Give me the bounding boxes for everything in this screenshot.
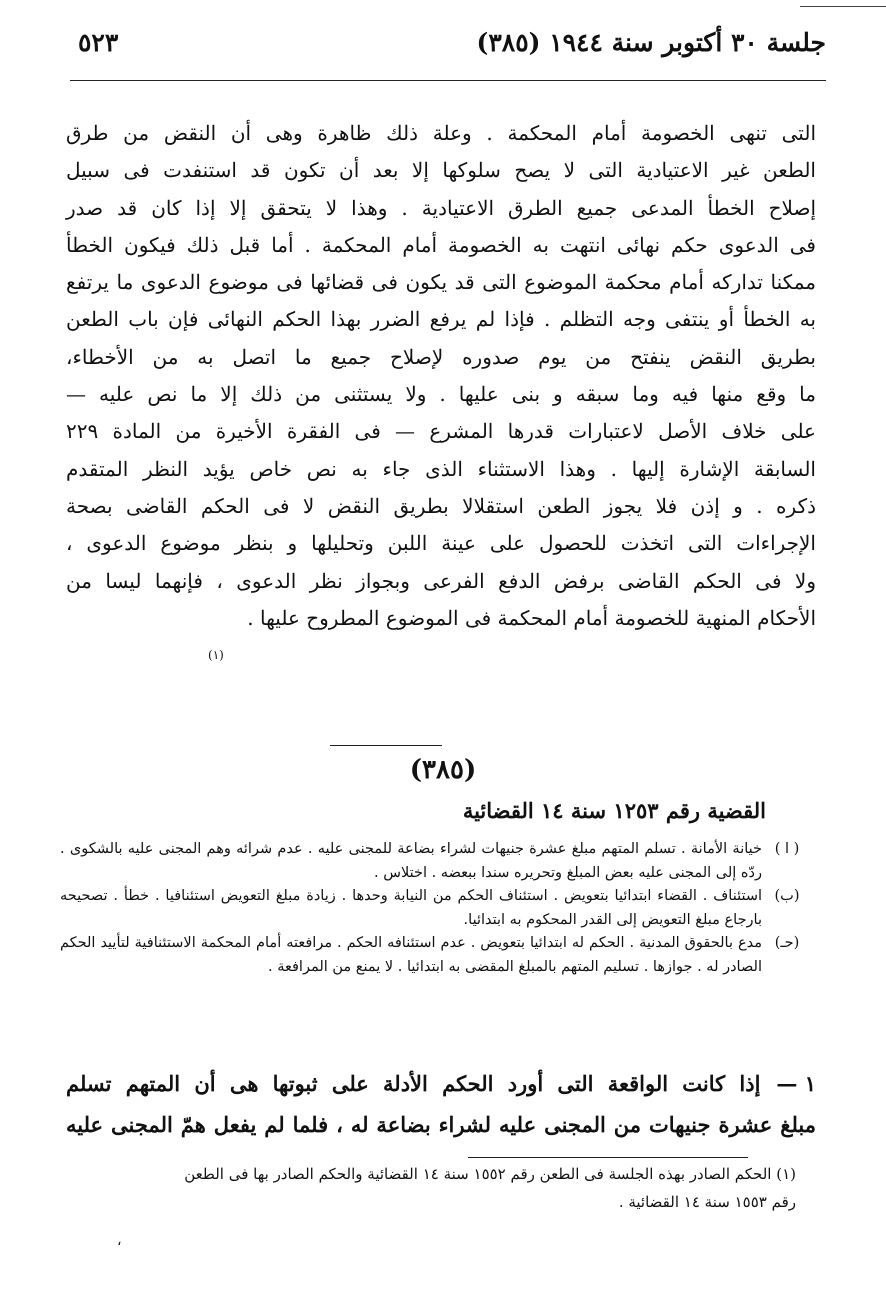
page-header: [78, 28, 826, 57]
text-line: السابقة الإشارة إليها . وهذا الاستثناء الذى جاء به نص خاص يؤيد النظر المتقدم: [66, 456, 816, 481]
text-line: فى الدعوى حكم نهائى انتهت به الخصومة أمام المحكمة . أما قبل ذلك فيكون الخطأ: [66, 232, 816, 257]
headnote-item: [60, 932, 806, 979]
case-title: القضية رقم ١٢٥٣ سنة ١٤ القضائية: [462, 798, 766, 823]
top-edge-rule: [800, 6, 886, 7]
ruling-number: ١ —: [776, 1071, 816, 1096]
text-line: على خلاف الأصل لاعتبارات قدرها المشرع — فى الفقرة الأخيرة من المادة ٢٢٩: [66, 419, 816, 444]
print-mark: ،: [117, 1233, 122, 1249]
text-line: ما وقع منها فيه وما سبقه و بنى عليها . ولا يستثنى من ذلك إلا ما نص عليه —: [66, 382, 816, 407]
headnote-item: [60, 838, 806, 885]
text-line: التى تنهى الخصومة أمام المحكمة . وعلة ذلك ظاهرة وهى أن النقض من طرق: [66, 121, 816, 145]
text-line: الأحكام المنهية للخصومة أمام المحكمة فى الموضوع المطروح عليها .: [247, 605, 816, 630]
headnote-label: ( ا ): [774, 841, 800, 857]
footnote: [60, 1160, 796, 1216]
headnote-label: (حـ): [774, 935, 800, 951]
headnote-item: [60, 885, 806, 932]
header-rule: [70, 80, 826, 81]
case-number: (٣٨٥): [409, 755, 477, 785]
ruling-line: [66, 1063, 816, 1104]
ruling-line-text: إذا كانت الواقعة التى أورد الحكم الأدلة على ثبوتها هى أن المتهم تسلم: [66, 1071, 761, 1096]
headnote-text: استئناف . القضاء ابتدائيا بتعويض . استئناف الحكم من النيابة وحدها . زيادة مبلغ التعويض استئنافيا . خطأ . تصحيحه بارجاع مبلغ التعويض إلى القدر المحكوم به ابتدائيا.: [60, 888, 762, 928]
text-line: إصلاح الخطأ المدعى جميع الطرق الاعتيادية . وهذا لا يتحقق إلا إذا كان قد صدر: [66, 195, 816, 220]
headnote-text: مدع بالحقوق المدنية . الحكم له ابتدائيا بتعويض . عدم استئنافه الحكم . مرافعته أمام المحكمة الاستئنافية لتأييد الحكم الصادر له . جوازها . تسليم المتهم بالمبلغ المقضى به ابتدائيا . لا يمنع من المرافعة .: [60, 935, 762, 975]
text-line: الطعن غير الاعتيادية التى لا يصح سلوكها إلا بعد أن تكون قد استنفدت فى سبيل: [66, 158, 816, 183]
footnote-line: (١) الحكم الصادر بهذه الجلسة فى الطعن رقم ١٥٥٢ سنة ١٤ القضائية والحكم الصادر بها فى الطعن: [184, 1165, 796, 1183]
text-line: به الخطأ أو ينتفى وجه التظلم . فإذا لم يرفع الضرر بهذا الحكم النهائى فإن باب الطعن: [66, 307, 816, 332]
running-title: جلسة ٣٠ أكتوبر سنة ١٩٤٤ (٣٨٥): [476, 28, 826, 57]
footnote-line: رقم ١٥٥٣ سنة ١٤ القضائية .: [618, 1193, 796, 1211]
headnote-text: خيانة الأمانة . تسلم المتهم مبلغ عشرة جنيهات لشراء بضاعة للمجنى عليه . عدم شرائه وهم المجنى عليه بالشكوى . ردّه إلى المجنى عليه بعض المبلغ وتحريره سندا ببعضه . اختلاس .: [60, 841, 762, 881]
text-line: الإجراءات التى اتخذت للحصول على عينة اللبن وتحليلها و بنظر موضوع الدعوى ،: [66, 531, 816, 556]
ruling-line: مبلغ عشرة جنيهات من المجنى عليه لشراء بضاعة له ، فلما لم يفعل همّ المجنى عليه: [66, 1112, 816, 1137]
footnote-reference: (١): [208, 648, 224, 662]
page-number: ٥٢٣: [78, 28, 119, 57]
text-line: بطريق النقض ينفتح من يوم صدوره لإصلاح جميع ما اتصل به من الأخطاء،: [66, 344, 816, 369]
text-line: ممكنا تداركه أمام محكمة الموضوع التى قد يكون فى قضائها فى موضوع الدعوى ما يرتفع: [66, 270, 816, 295]
text-line: ولا فى الحكم القاضى برفض الدفع الفرعى وبجواز نظر الدعوى ، فإنهما ليسا من: [66, 568, 816, 593]
footnote-rule: [468, 1157, 748, 1158]
ruling-text: [66, 1063, 816, 1145]
main-text-block: [66, 115, 816, 637]
headnote-label: (ب): [774, 888, 800, 904]
section-rule: [330, 745, 442, 746]
headnotes: [60, 838, 806, 979]
text-line: ذكره . و إذن فلا يجوز الطعن استقلالا بطريق النقض لا فى الحكم القاضى بصحة: [66, 493, 816, 518]
